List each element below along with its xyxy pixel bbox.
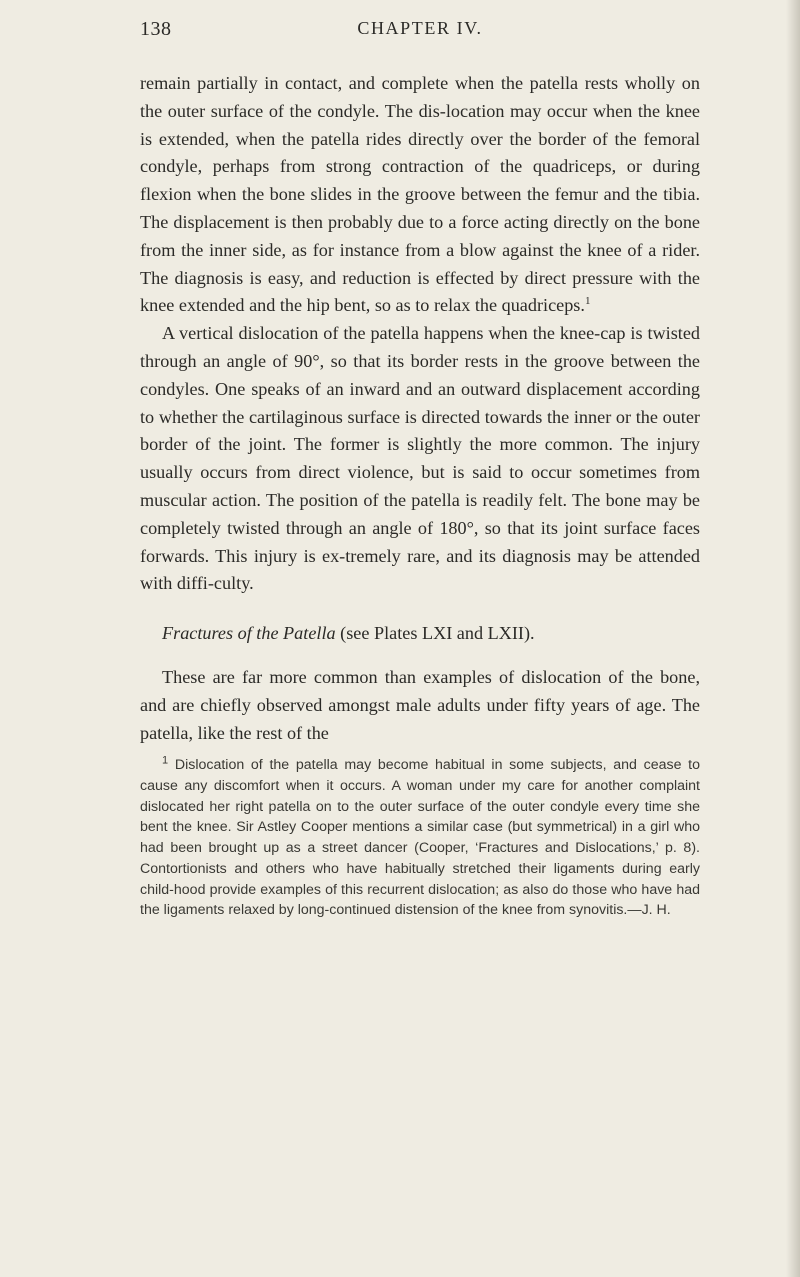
footnote-marker: 1 — [162, 754, 169, 767]
footnote-text: Dislocation of the patella may become habitual in some subjects, and cease to cause any discomfort when it occurs. A woman under my care for another complaint dislocated her right patella on to the outer surface of the outer condyle every time she bent the knee. Sir Astley Cooper mentions a similar case (but symmetrical) in a girl who had been brought up as a street dancer (Cooper, ‘Fractures and Dislocations,’ p. 8). Contortionists and others who have habitually stretched their ligaments during early child-hood provide examples of this recurrent dislocation; as also do those who have had the ligaments relaxed by long-continued distension of the knee from synovitis.—J. H. — [140, 757, 700, 919]
section-title-rest: (see Plates LXI and LXII). — [335, 623, 535, 644]
footnote-reference: 1 — [584, 295, 591, 308]
section-title-italic: Fractures of the Patella — [162, 623, 336, 644]
paragraph-2: A vertical dislocation of the patella happens when the knee-cap is twisted through an angle of 90°, so that its border rests in the groove between the condyles. One speaks of an inward and an outward displacement according to whether the cartilaginous surface is directed towards the inner or the outer border of the joint. The former is slightly the more common. The injury usually occurs from direct violence, but is said to occur sometimes from muscular action. The position of the patella is readily felt. The bone may be completely twisted through an angle of 180°, so that its joint surface faces forwards. This injury is ex-tremely rare, and its diagnosis may be attended with diffi-culty. — [140, 323, 700, 594]
paragraph-3: These are far more common than examples of dislocation of the bone, and are chiefly observed amongst male adults under fifty years of age. The patella, like the rest of the — [140, 666, 700, 743]
footnote — [140, 755, 700, 921]
page-edge-shadow — [786, 0, 800, 1277]
running-head: CHAPTER IV. — [357, 18, 483, 38]
body-text — [140, 70, 700, 935]
page-header — [140, 18, 700, 48]
paragraph-1 — [140, 70, 700, 320]
section-title — [140, 620, 700, 648]
paragraph-1-text: remain partially in contact, and complete when the patella rests wholly on the outer surface of the condyle. The dis-location may occur when the knee is extended, when the patella rides directly over the border of the femoral condyle, perhaps from strong contraction of the quadriceps, or during flexion when the bone slides in the groove between the femur and the tibia. The displacement is then probably due to a force acting directly on the bone from the inner side, as for instance from a blow against the knee of a rider. The diagnosis is easy, and reduction is effected by direct pressure with the knee extended and the hip bent, so as to relax the quadriceps. — [140, 73, 700, 316]
page-number: 138 — [140, 18, 172, 40]
